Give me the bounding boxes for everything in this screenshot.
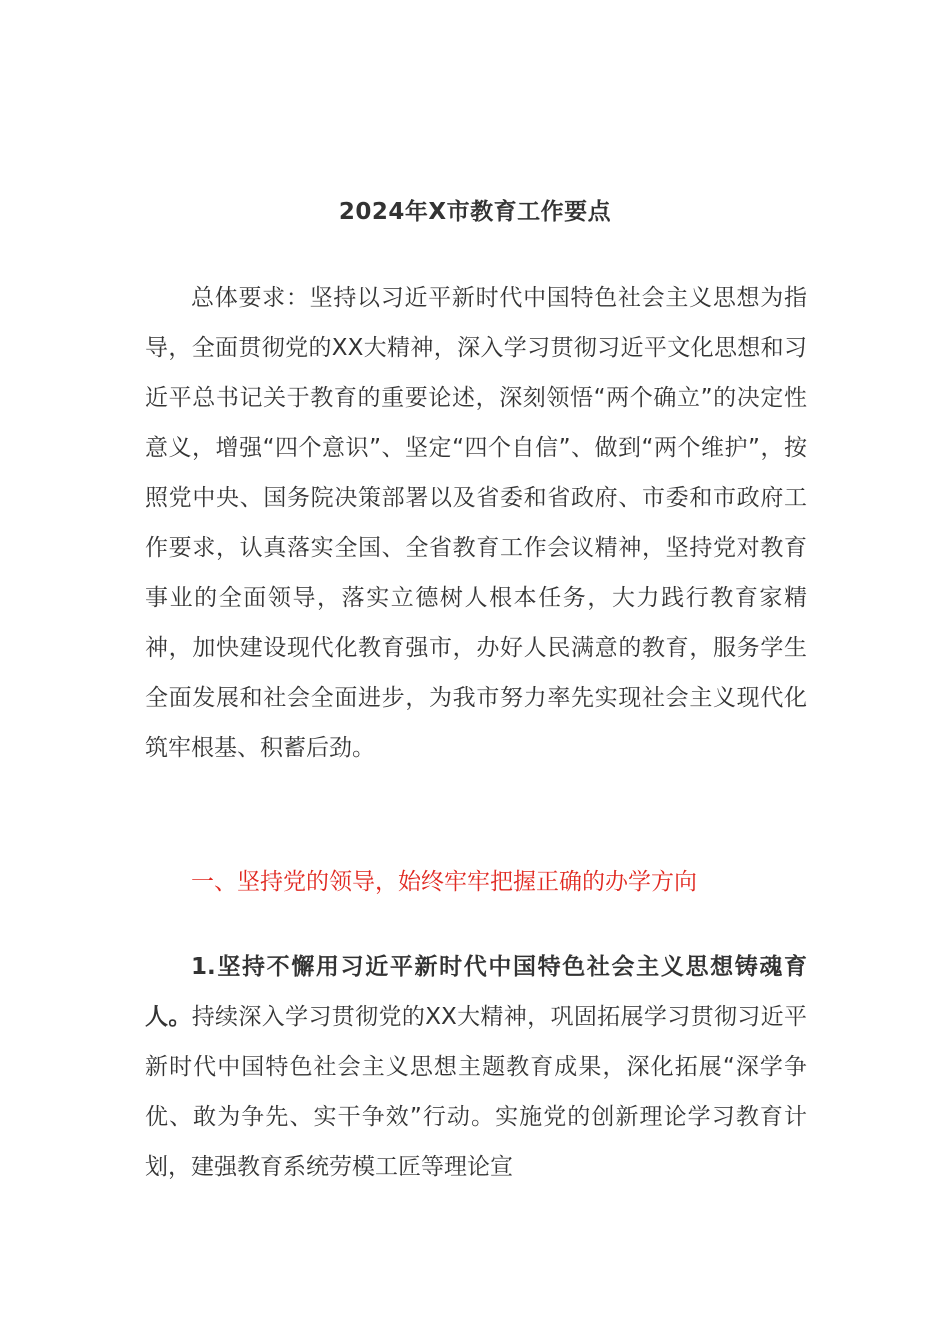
item-1-paragraph	[145, 942, 807, 1192]
intro-paragraph: 总体要求：坚持以习近平新时代中国特色社会主义思想为指导，全面贯彻党的XX大精神，深入学习贯彻习近平文化思想和习近平总书记关于教育的重要论述，深刻领悟“两个确立”的决定性意义，增强“四个意识”、坚定“四个自信”、做到“两个维护”，按照党中央、国务院决策部署以及省委和省政府、市委和市政府工作要求，认真落实全国、全省教育工作会议精神，坚持党对教育事业的全面领导，落实立德树人根本任务，大力践行教育家精神，加快建设现代化教育强市，办好人民满意的教育，服务学生全面发展和社会全面进步，为我市努力率先实现社会主义现代化筑牢根基、积蓄后劲。	[145, 285, 807, 761]
document-title: 2024年X市教育工作要点	[338, 199, 612, 225]
section-heading-1: 一、坚持党的领导，始终牢牢把握正确的办学方向	[191, 869, 697, 895]
item-1-lead: 1.坚持不懈用习近平新时代中国特色社会主义思想铸魂育人。	[145, 954, 807, 1030]
item-1-body: 持续深入学习贯彻党的XX大精神，巩固拓展学习贯彻习近平新时代中国特色社会主义思想主题教育成果，深化拓展“深学争优、敢为争先、实干争效”行动。实施党的创新理论学习教育计划，建强教育系统劳模工匠等理论宣	[145, 1004, 807, 1180]
